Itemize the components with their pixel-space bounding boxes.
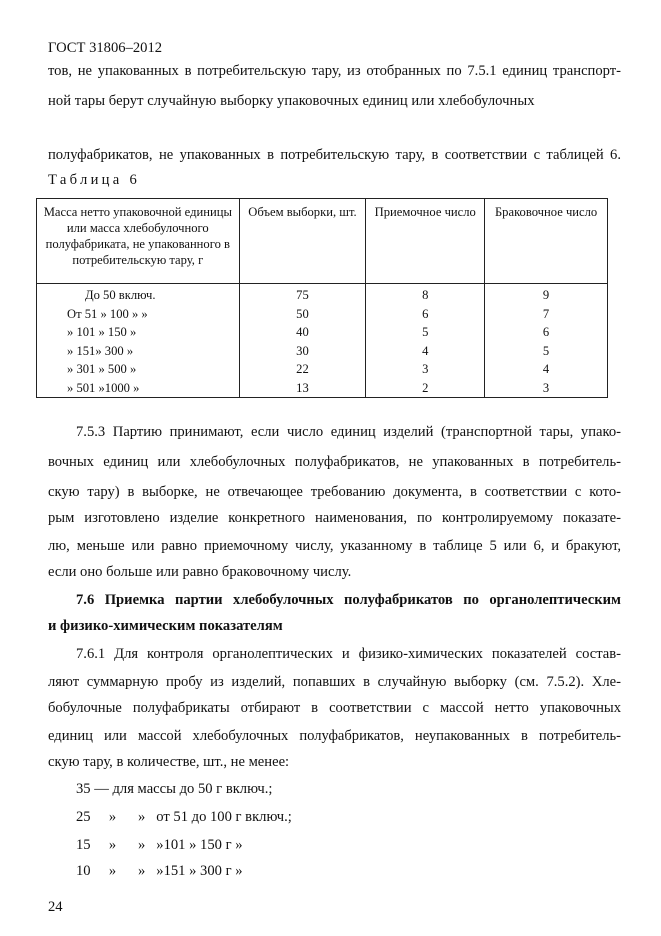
para-7-6-1-line-2: ляют суммарную пробу из изделий, попавших в случайную выборку (см. 7.5.2). Хле- xyxy=(48,674,621,690)
table-caption: Таблица 6 xyxy=(48,172,141,188)
cell-rejection: 6 xyxy=(485,323,608,342)
table-row xyxy=(37,284,608,305)
table-header-row xyxy=(37,199,608,284)
cell-sample-size: 40 xyxy=(239,323,366,342)
cell-rejection: 5 xyxy=(485,342,608,361)
cell-sample-size: 50 xyxy=(239,305,366,324)
table-6 xyxy=(36,198,608,398)
para-7-5-3-line-4: рым изготовлено изделие конкретного наименования, по контролируемому показате- xyxy=(48,510,621,526)
intro-line-2: ной тары берут случайную выборку упаковочных единиц или хлебобулочных xyxy=(48,93,535,109)
cell-mass: » 501 »1000 » xyxy=(37,379,240,398)
cell-rejection: 7 xyxy=(485,305,608,324)
para-7-6-1-line-5: скую тару, в количестве, шт., не менее: xyxy=(48,754,290,770)
cell-acceptance: 4 xyxy=(366,342,485,361)
cell-mass: От 51 » 100 » » xyxy=(37,305,240,324)
list-item: 35 — для массы до 50 г включ.; xyxy=(76,781,273,797)
cell-rejection: 9 xyxy=(485,284,608,305)
cell-mass: » 101 » 150 » xyxy=(37,323,240,342)
table-row xyxy=(37,379,608,398)
para-7-6-1-line-4: единиц или массой хлебобулочных полуфабрикатов, неупакованных в потребитель- xyxy=(48,728,621,744)
table-row xyxy=(37,305,608,324)
list-item: 15 » » »101 » 150 г » xyxy=(76,837,243,853)
para-7-5-3-line-5: лю, меньше или равно приемочному числу, указанному в таблице 5 или 6, и бракуют, xyxy=(48,538,621,554)
cell-mass: » 151» 300 » xyxy=(37,342,240,361)
cell-rejection: 3 xyxy=(485,379,608,398)
para-7-6-1-line-1: 7.6.1 Для контроля органолептических и физико-химических показателей состав- xyxy=(76,646,621,662)
list-item: 25 » » от 51 до 100 г включ.; xyxy=(76,809,292,825)
col-header-acceptance-number: Приемочное число xyxy=(366,199,485,284)
table-row xyxy=(37,360,608,379)
cell-acceptance: 8 xyxy=(366,284,485,305)
cell-sample-size: 13 xyxy=(239,379,366,398)
list-item: 10 » » »151 » 300 г » xyxy=(76,863,243,879)
cell-mass: До 50 включ. xyxy=(37,284,240,305)
cell-sample-size: 22 xyxy=(239,360,366,379)
section-7-6-heading-line-2: и физико-химическим показателям xyxy=(48,618,283,634)
intro-line-1: тов, не упакованных в потребительскую тару, из отобранных по 7.5.1 единиц транспорт- xyxy=(48,63,621,79)
cell-acceptance: 5 xyxy=(366,323,485,342)
para-7-5-3-line-2: вочных единиц или хлебобулочных полуфабрикатов, не упакованных в потребитель- xyxy=(48,454,621,470)
col-header-rejection-number: Браковочное число xyxy=(485,199,608,284)
intro-line-3: полуфабрикатов, не упакованных в потребительскую тару, в соответствии с таблицей 6. xyxy=(48,147,621,163)
section-7-6-heading-line-1: 7.6 Приемка партии хлебобулочных полуфабрикатов по органолептическим xyxy=(76,592,621,608)
cell-acceptance: 6 xyxy=(366,305,485,324)
para-7-5-3-line-1: 7.5.3 Партию принимают, если число единиц изделий (транспортной тары, упако- xyxy=(76,424,621,440)
col-header-mass: Масса нетто упаковочной единицы или масса хлебобулочного полуфабриката, не упакованного в потребительскую тару, г xyxy=(37,199,240,284)
para-7-5-3-line-6: если оно больше или равно браковочному числу. xyxy=(48,564,352,580)
para-7-6-1-line-3: бобулочные полуфабрикаты отбирают в соответствии с массой нетто упаковочных xyxy=(48,700,621,716)
document-header: ГОСТ 31806–2012 xyxy=(48,40,163,56)
cell-mass: » 301 » 500 » xyxy=(37,360,240,379)
col-header-sample-size: Объем выборки, шт. xyxy=(239,199,366,284)
cell-rejection: 4 xyxy=(485,360,608,379)
cell-acceptance: 2 xyxy=(366,379,485,398)
page-number: 24 xyxy=(48,899,63,915)
cell-acceptance: 3 xyxy=(366,360,485,379)
table-row xyxy=(37,342,608,361)
cell-sample-size: 30 xyxy=(239,342,366,361)
para-7-5-3-line-3: скую тару) в выборке, не отвечающее требованию документа, в соответствии с кото- xyxy=(48,484,621,500)
table-row xyxy=(37,323,608,342)
cell-sample-size: 75 xyxy=(239,284,366,305)
